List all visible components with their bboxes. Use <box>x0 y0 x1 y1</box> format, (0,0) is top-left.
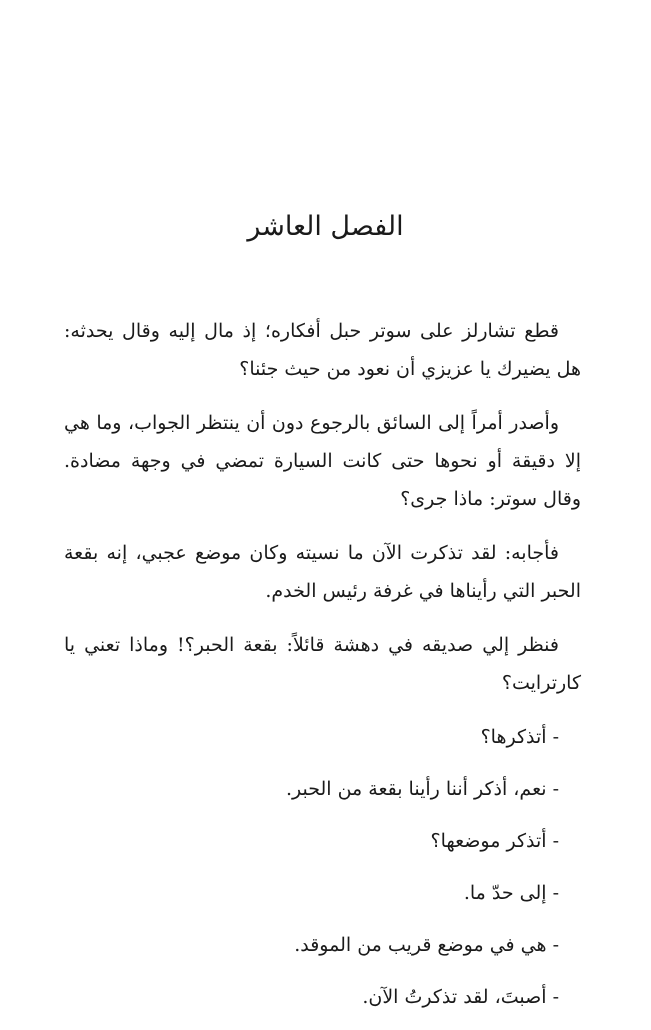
dialogue-line: - هي في موضع قريب من الموقد. <box>294 934 559 956</box>
paragraph: وأصدر أمراً إلى السائق بالرجوع دون أن ينتظر الجواب، وما هي إلا دقيقة أو نحوها حتى كانت السيارة تمضي في وجهة مضادة. وقال سوتر: ماذا جرى؟ <box>64 412 581 510</box>
dialogue-line: - أصبتَ، لقد تذكرتُ الآن. <box>362 986 559 1008</box>
dialogue-line: - أتذكر موضعها؟ <box>430 830 559 852</box>
paragraph: فنظر إلي صديقه في دهشة قائلاً: بقعة الحبر؟! وماذا تعني يا كارترايت؟ <box>64 634 581 694</box>
dialogue-line: - نعم، أذكر أننا رأينا بقعة من الحبر. <box>285 778 559 800</box>
paragraph: فأجابه: لقد تذكرت الآن ما نسيته وكان موضع عجبي، إنه بقعة الحبر التي رأيناها في غرفة رئيس الخدم. <box>64 542 581 602</box>
dialogue-line: - أتذكرها؟ <box>480 726 559 748</box>
dialogue-line: - إلى حدّ ما. <box>463 882 559 904</box>
paragraph: قطع تشارلز على سوتر حبل أفكاره؛ إذ مال إليه وقال يحدثه: هل يضيرك يا عزيزي أن نعود من حيث جئنا؟ <box>64 320 581 380</box>
chapter-body <box>64 312 581 1030</box>
chapter-title: الفصل العاشر <box>247 211 404 242</box>
